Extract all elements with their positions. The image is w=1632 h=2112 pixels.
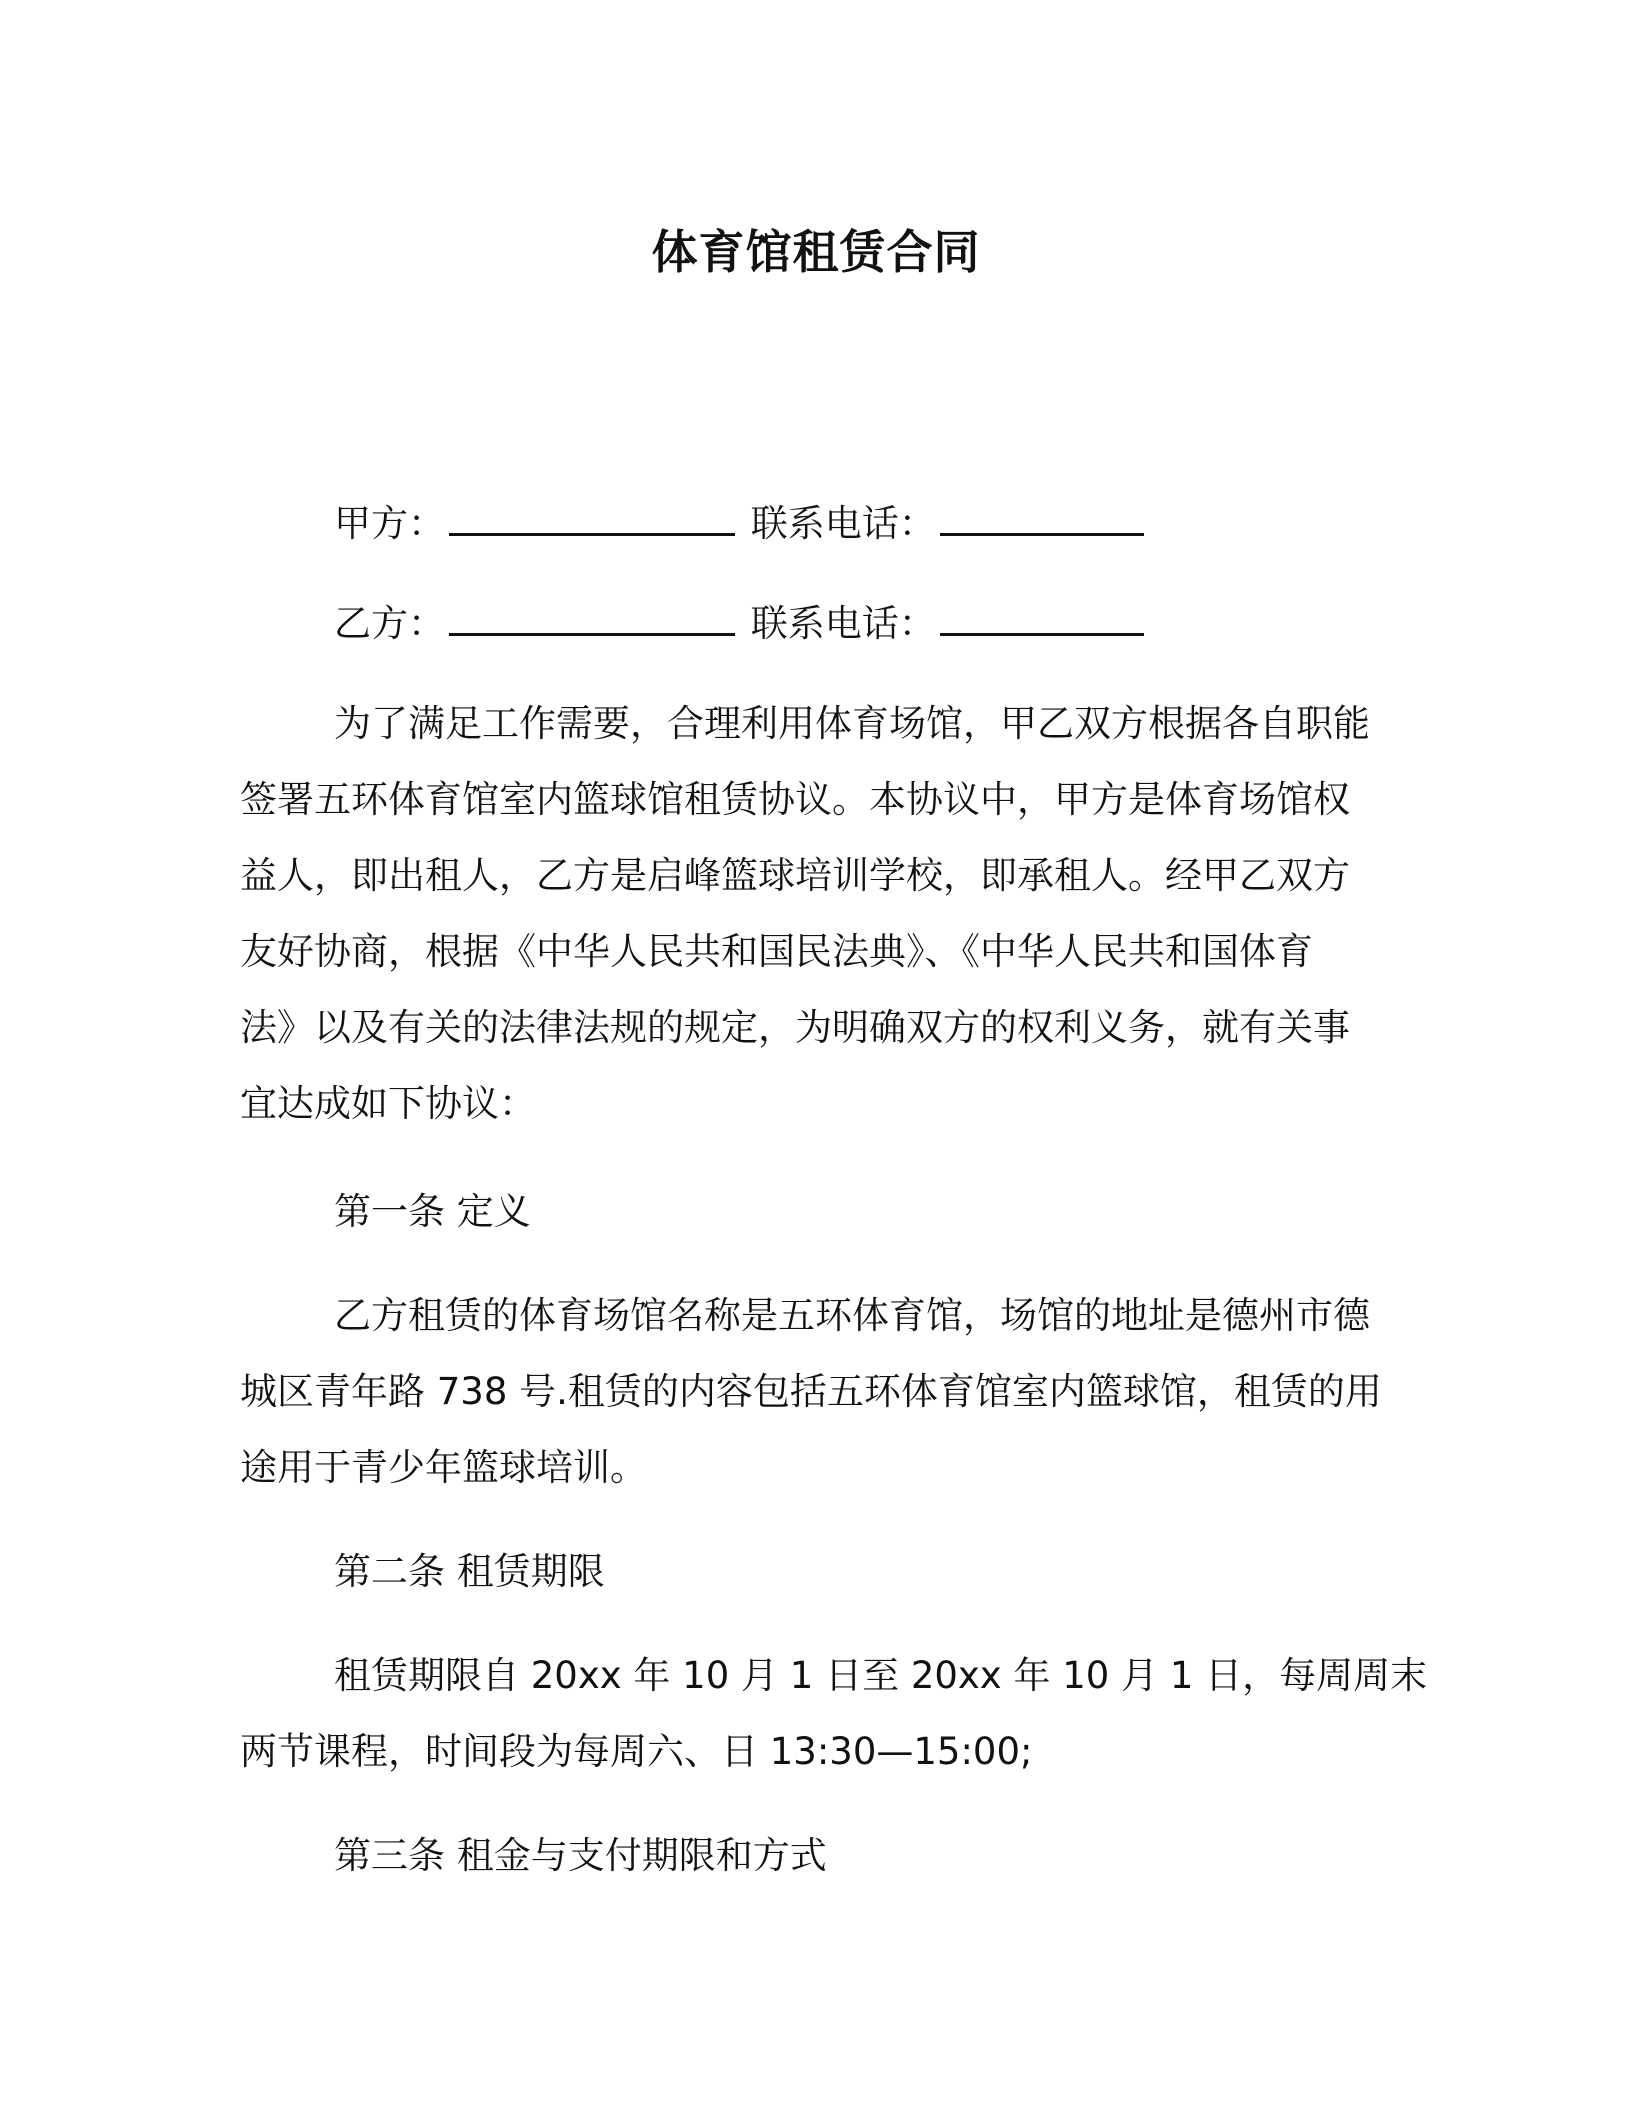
preamble-line: 宜达成如下协议： (240, 1082, 536, 1125)
document-title: 体育馆租赁合同 (651, 225, 981, 279)
article-2-heading: 第二条 租赁期限 (334, 1550, 605, 1593)
party-b-line (334, 598, 1514, 650)
party-b-phone-blank (940, 603, 1144, 636)
preamble-line: 签署五环体育馆室内篮球馆租赁协议。本协议中，甲方是体育场馆权 (240, 778, 1350, 821)
party-b-name-blank (449, 603, 735, 636)
preamble-line: 法》以及有关的法律法规的规定，为明确双方的权利义务，就有关事 (240, 1006, 1350, 1049)
article-3-heading: 第三条 租金与支付期限和方式 (334, 1834, 827, 1877)
preamble-line: 友好协商，根据《中华人民共和国民法典》、《中华人民共和国体育 (240, 930, 1313, 973)
party-a-phone-blank (940, 503, 1144, 536)
article-1-line: 乙方租赁的体育场馆名称是五环体育馆，场馆的地址是德州市德 (334, 1294, 1370, 1337)
article-1-line: 城区青年路 738 号.租赁的内容包括五环体育馆室内篮球馆，租赁的用 (240, 1370, 1382, 1413)
article-1-line: 途用于青少年篮球培训。 (240, 1446, 647, 1489)
article-2-line: 租赁期限自 20xx 年 10 月 1 日至 20xx 年 10 月 1 日，每周周末 (334, 1654, 1428, 1697)
preamble-line: 益人，即出租人，乙方是启峰篮球培训学校，即承租人。经甲乙双方 (240, 854, 1350, 897)
article-1-heading: 第一条 定义 (334, 1190, 531, 1233)
party-a-phone-label: 联系电话： (750, 502, 936, 545)
preamble-line: 为了满足工作需要，合理利用体育场馆，甲乙双方根据各自职能 (334, 702, 1370, 745)
article-2-line: 两节课程，时间段为每周六、日 13:30—15:00; (240, 1730, 1033, 1773)
party-b-label: 乙方： (334, 602, 445, 645)
party-a-name-blank (449, 503, 735, 536)
party-a-label: 甲方： (334, 502, 445, 545)
party-a-line (334, 498, 1514, 550)
party-b-phone-label: 联系电话： (750, 602, 936, 645)
